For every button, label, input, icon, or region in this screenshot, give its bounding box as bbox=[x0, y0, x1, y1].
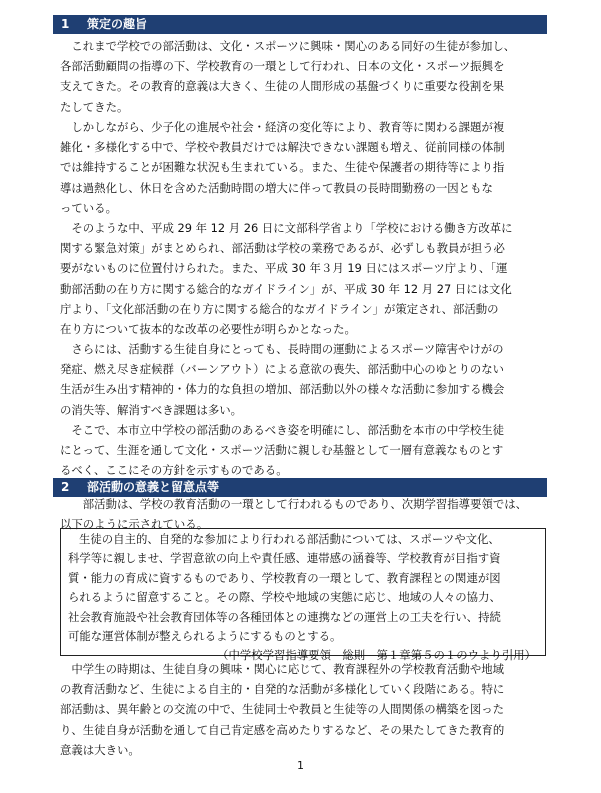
quote-text bbox=[68, 530, 542, 666]
quote-line: 社会教育施設や社会教育団体等の各種団体との連携などの運営上の工夫を行い、持続 bbox=[68, 609, 501, 624]
text-line: 動部活動の在り方に関する総合的なガイドライン」が、平成 30 年 12 月 27 日には文化 bbox=[60, 281, 512, 296]
text-line: 部活動は、異年齢との交流の中で、生徒同士や教員と生徒等の人間関係の構築を図った bbox=[60, 702, 505, 717]
text-line: さらには、活動する生徒自身にとっても、長時間の運動によるスポーツ障害やけがの bbox=[60, 342, 504, 356]
section-1-paragraph-1 bbox=[60, 36, 546, 117]
text-line: しかしながら、少子化の進展や社会・経済の変化等により、教育等に関わる課題が複 bbox=[60, 120, 505, 134]
quote-line: 生徒の自主的、自発的な参加により行われる部活動については、スポーツや文化、 bbox=[79, 532, 500, 546]
text-line: たしてきた。 bbox=[60, 99, 129, 114]
text-line: そのような中、平成 29 年 12 月 26 日に文部科学省より「学校における働き方改革に bbox=[60, 221, 513, 235]
quote-line: 可能な運営体制が整えられるようにするものとする。 bbox=[68, 629, 342, 644]
text-line: 関する緊急対策」がまとめられ、部活動は学校の業務であるが、必ずしも教員が担う必 bbox=[60, 241, 505, 256]
page-number: 1 bbox=[297, 759, 304, 772]
text-line: では維持することが困難な状況も生まれている。また、生徒や保護者の期待等により指 bbox=[60, 160, 505, 175]
text-line: 部活動は、学校の教育活動の一環として行われるものであり、次期学習指導要領では、 bbox=[60, 497, 528, 511]
text-line: の教育活動など、生徒による自主的・自発的な活動が多様化していく段階にある。特に bbox=[60, 682, 505, 697]
text-line: 生活が生み出す精神的・体力的な負担の増加、部活動以外の様々な活動に参加する機会 bbox=[60, 382, 505, 397]
text-line: っている。 bbox=[60, 200, 117, 215]
text-line: 庁より、「文化部活動の在り方に関する総合的なガイドライン」が策定され、部活動の bbox=[60, 301, 499, 316]
text-line: 中学生の時期は、生徒自身の興味・関心に応じて、教育課程外の学校教育活動や地域 bbox=[60, 662, 505, 676]
quote-line: 質・能力の育成に資するものであり、学校教育の一環として、教育課程との関連が図 bbox=[68, 570, 501, 585]
text-line: 在り方について抜本的な改革の必要性が明らかとなった。 bbox=[60, 322, 356, 337]
text-line: るべく、ここにその方針を示すものである。 bbox=[60, 463, 288, 478]
quote-citation: （中学校学習指導要領 総則 第１章第５の１のウより引用） bbox=[217, 648, 536, 663]
text-line: これまで学校での部活動は、文化・スポーツに興味・関心のある同好の生徒が参加し、 bbox=[60, 39, 516, 53]
text-line: 雑化・多様化する中で、学校や教員だけでは解決できない課題も増え、従前同様の体制 bbox=[60, 140, 505, 155]
text-line: り、生徒自身が活動を通して自己肯定感を高めたりするなど、その果たしてきた教育的 bbox=[60, 722, 505, 737]
section-1-paragraph-4 bbox=[60, 339, 546, 420]
section-1-paragraph-5 bbox=[60, 420, 546, 481]
text-line: 導は過熱化し、休日を含めた活動時間の増大に伴って教員の長時間勤務の一因ともな bbox=[60, 180, 493, 195]
text-line: 発症、燃え尽き症候群（バーンアウト）による意欲の喪失、部活動中心のゆとりのない bbox=[60, 362, 505, 377]
section-2-paragraph bbox=[60, 659, 546, 760]
section-1-title: 策定の趣旨 bbox=[87, 17, 148, 31]
section-1-paragraph-3 bbox=[60, 218, 546, 339]
quote-line: られるように留意すること。その際、学校や地域の実態に応じ、地域の人々の協力、 bbox=[68, 590, 501, 605]
text-line: にとって、生涯を通して文化・スポーツ活動に親しむ基盤として一層有意義なものとす bbox=[60, 443, 504, 458]
text-line: 支えてきた。その教育的意義は大きく、生徒の人間形成の基盤づくりに重要な役割を果 bbox=[60, 79, 505, 94]
quote-line: 科学等に親しませ、学習意欲の向上や責任感、連帯感の涵養等、学校教育が目指す資 bbox=[68, 551, 501, 566]
text-line: 要がないものに位置付けられた。また、平成 30 年３月 19 日にはスポーツ庁より、「運 bbox=[60, 261, 508, 276]
section-2-number: 2 bbox=[61, 480, 70, 494]
section-1-header bbox=[53, 15, 547, 34]
section-1-paragraph-2 bbox=[60, 117, 546, 218]
text-line: の消失等、解消すべき課題は多い。 bbox=[60, 402, 243, 417]
text-line: 意義は大きい。 bbox=[60, 742, 140, 757]
text-line: 各部活動顧問の指導の下、学校教育の一環として行われ、日本の文化・スポーツ振興を bbox=[60, 59, 505, 74]
section-1-number: 1 bbox=[61, 17, 70, 31]
text-line: そこで、本市立中学校の部活動のあるべき姿を明確にし、部活動を本市の中学校生徒 bbox=[60, 423, 505, 437]
text-line: 以下のように示されている。 bbox=[60, 517, 209, 532]
section-2-title: 部活動の意義と留意点等 bbox=[87, 480, 220, 494]
